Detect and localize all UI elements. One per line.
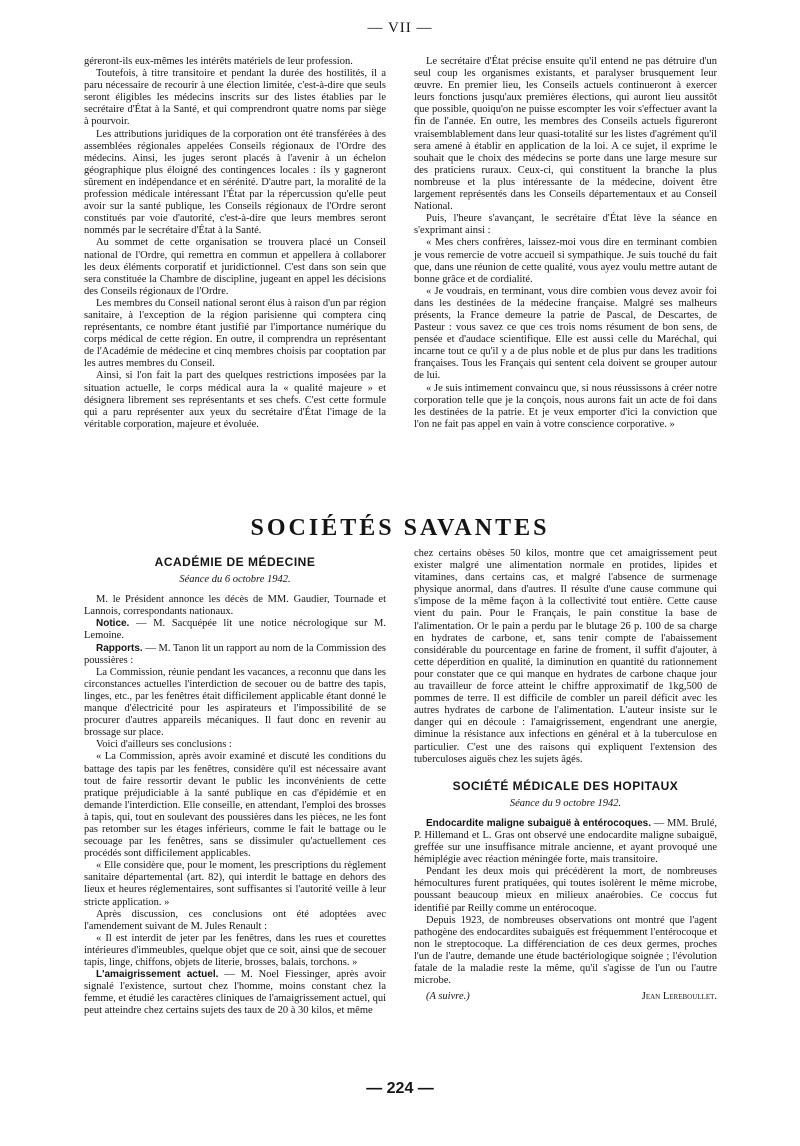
smh-seance-date: Séance du 9 octobre 1942. — [509, 797, 622, 809]
academie-title: ACADÉMIE DE MÉDECINE — [154, 555, 316, 569]
notice-label: Notice. — [96, 618, 130, 630]
paragraph: géreront-ils eux-mêmes les intérêts matériels de leur profession. — [84, 56, 353, 67]
rapports-paragraph — [84, 643, 386, 667]
section-title: SOCIÉTÉS SAVANTES — [250, 515, 550, 541]
endocardite-text: — MM. Brulé, P. Hillemand et L. Gras ont observé une endocardite maligne subaiguë, greffée sur une insuffisance mitrale ancienne, et ayant provoqué une hémiplégie avec réaction méningée forte, mais transitoire. — [414, 817, 717, 866]
rapports-text: — M. Tanon lit un rapport au nom de la Commission des poussières : — [84, 642, 386, 666]
quote-paragraph: « Il est interdit de jeter par les fenêtres, dans les rues et courettes intérieures d'immeubles, quelque objet que ce soit, ainsi que de secouer tapis, linge, chiffons, objets de literie, brosses, balais, torchons. » — [84, 932, 386, 968]
endocardite-paragraph — [414, 818, 717, 866]
paragraph: La Commission, réunie pendant les vacances, a reconnu que dans les circonstances actuelles l'interdiction de secouer ou de battre des tapis, linges, etc., par les fenêtres était difficilement applicable étant donné le manque d'électricité pour les aspirateurs et l'impossibilité de se procurer d'autres appareils mécaniques. Il faut donc en revenir au brossage sur place. — [84, 666, 386, 739]
paragraph: Pendant les deux mois qui précédèrent la mort, de nombreuses hémocultures furent pratiquées, qui toutes isolèrent le même microbe, poussant beaucoup mieux en milieux anaérobies. Ce coccus fut identifié par Reilly comme un entérocoque. — [414, 866, 717, 914]
amaigrissement-text: — M. Noel Fiessinger, après avoir signalé l'existence, surtout chez l'homme, moins constant chez la femme, et étudié les caractères cliniques de l'amaigrissement actuel, qui peut atteindre chez certains sujets des taux de 20 à 30 kilos, et même — [84, 969, 386, 1017]
paragraph: Au sommet de cette organisation se trouvera placé un Conseil national de l'Ordre, qui remettra en commun et appellera à collaborer les deux éléments corporatif et juridictionnel. C'est dans son sein que sera constituée la Chambre de discipline, jugeant en appel les décisions des Conseils régionaux de l'Ordre. — [84, 237, 386, 297]
signature-line — [414, 991, 717, 1003]
column-top-right — [414, 56, 717, 431]
a-suivre: (A suivre.) — [426, 991, 470, 1003]
column-top-left — [84, 56, 386, 431]
amaigrissement-label: L'amaigrissement actuel. — [96, 969, 219, 981]
paragraph: Le secrétaire d'État précise ensuite qu'il entend ne pas détruire d'un seul coup les organismes existants, et paralyser brusquement leur œuvre. En premier lieu, les Conseils actuels continueront à exercer leurs fonctions jusqu'aux premières élections, qui auront lieu aussitôt que possible, quoiqu'on ne puisse escompter les voir s'effectuer avant la fin de l'année. En outre, les membres des Conseils actuels figureront vraisemblablement dans leur quasi-totalité sur les listes d'agrément qu'il sera amené à établir en application de la loi. A ce sujet, il exprime le souhait que le choix des médecins se porte dans une large mesure sur des praticiens ruraux. Ceux-ci, qui constituent la branche la plus nombreuse et la plus intéressante de la médecine, doivent être largement représentés dans les Conseils départementaux et au Conseil National. — [414, 56, 717, 213]
quote-paragraph: « Je voudrais, en terminant, vous dire combien vous devez avoir foi dans les destinées de la médecine française. Malgré ses malheurs présents, la France demeure la patrie de Pascal, de Descartes, de Pasteur : vous savez ce que ces trois noms résument de bon sens, de pensée et d'audace scientifique. Elle est aussi celle du Maréchal, qui incarne tout ce qu'il y a de plus noble et de plus pur dans les traditions françaises. Tous les Français qui sentent cela doivent se grouper autour de lui. — [414, 285, 717, 382]
rapports-label: Rapports. — [96, 642, 143, 654]
paragraph: Toutefois, à titre transitoire et pendant la durée des hostilités, il a paru nécessaire de recourir à une élection limitée, c'est-à-dire que seuls seront éligibles les médecins inscrits sur des listes établies par le secrétaire d'État à la Santé, et qui comprendront quatre noms par siège à pourvoir. — [84, 68, 386, 128]
quote-paragraph: « Mes chers confrères, laissez-moi vous dire en terminant combien je vous remercie de votre accueil si sympathique. Je suis touché du fait que, dans une réunion de cette qualité, vous ayez voulu mettre autant de bonne grâce et de cordialité. — [414, 237, 717, 285]
column-right-lower — [414, 548, 717, 1003]
paragraph: Puis, l'heure s'avançant, le secrétaire d'État lève la séance en s'exprimant ainsi : — [414, 213, 717, 237]
paragraph: Voici d'ailleurs ses conclusions : — [96, 739, 232, 751]
smh-title: SOCIÉTÉ MÉDICALE DES HOPITAUX — [452, 778, 679, 793]
notice-text: — M. Sacquépée lit une notice nécrologique sur M. Lemoine. — [84, 618, 386, 642]
page-header-roman: — VII — — [367, 20, 433, 36]
amaigrissement-paragraph — [84, 969, 386, 1017]
paragraph: M. le Président annonce les décès de MM. Gaudier, Tournade et Lannois, correspondants nationaux. — [84, 594, 386, 618]
author-signature: Jean Lereboullet. — [641, 991, 717, 1003]
column-academie — [84, 556, 386, 1017]
academie-seance-date: Séance du 6 octobre 1942. — [179, 574, 291, 586]
paragraph: chez certains obèses 50 kilos, montre que cet amaigrissement peut exister malgré une alimentation normale en protides, lipides et vitamines, dans certains cas, et malgré l'absence de surmenage physique anormal, dans d'autres. Il résulte d'une cause commune qui s'impose de la même façon à la collectivité tout entière. Cette cause vient du pain. Pour le Français, le pain constitue la base de l'alimentation. Or le pain a perdu par le blutage 26 p. 100 de sa charge en hydrates de carbone, et, sans tenir compte de l'abaissement considérable du pourcentage en farine de froment, il suffit d'ajouter, à cette déperdition en qualité, la diminution en quantité du rationnement pour constater que ce qui manque en hydrates de carbone chaque jour au travailleur de force atteint le chiffre approximatif de 1kg,500 de pommes de terre. Il est difficile de combler un pareil déficit avec les autres hydrates de carbone de l'alimentation. L'auteur insiste sur le danger qui en découle : l'amaigrissement, engendrant une anergie, diminue la résistance aux infections en général et à la tuberculose en particulier. C'est une des raisons qui expliquent l'extension des tuberculoses aiguës chez les sujets âgés. — [414, 548, 717, 765]
page-number: — 224 — — [366, 1080, 434, 1097]
paragraph: Les attributions juridiques de la corporation ont été transférées à des assemblées régionales appelées Conseils régionaux de l'Ordre des médecins. Ainsi, les juges seront placés à l'avenir à un échelon géographique plus éloigné des contingences locales : ils y gagneront sûrement en indépendance et en sérénité. D'autre part, la moralité de la profession médicale intéressant l'État par la répercussion qu'elle peut avoir sur la santé publique, les Conseils régionaux de l'Ordre seront constitués par voie d'autorité, c'est-à-dire que leurs membres seront nommés par le secrétaire d'État à la Santé. — [84, 128, 386, 237]
paragraph: Depuis 1923, de nombreuses observations ont montré que l'agent pathogène des endocardites subaiguës est fréquemment l'entérocoque et non le streptocoque. La différenciation de ces deux germes, proches l'un de l'autre, demande une étude bactériologique soignée ; l'évolution fatale de la maladie reste la même, qu'il s'agisse de l'un ou l'autre microbe. — [414, 914, 717, 987]
quote-paragraph: « Elle considère que, pour le moment, les prescriptions du règlement sanitaire départemental (art. 82), qui interdit le battage en dehors des lieux et heures réglementaires, sont suffisantes si l'autorité veille à leur stricte application. » — [84, 860, 386, 908]
paragraph: Après discussion, ces conclusions ont été adoptées avec l'amendement suivant de M. Jules Renault : — [84, 908, 386, 932]
paragraph: Les membres du Conseil national seront élus à raison d'un par région sanitaire, à l'exception de la région parisienne qui comptera cinq représentants, ce nombre étant justifié par l'importance numérique du corps médical de cette région. En outre, il comprendra un représentant de l'Académie de médecine et cinq membres choisis par cooptation par les autres membres du Conseil. — [84, 297, 386, 370]
quote-paragraph: « Je suis intimement convaincu que, si nous réussissons à créer notre corporation telle que je la conçois, nous aurons fait un acte de foi dans les destinées de la patrie. Et je veux emporter d'ici la conviction que l'on ne fait pas appel en vain à votre conscience corporative. » — [414, 382, 717, 430]
notice-paragraph — [84, 618, 386, 642]
endocardite-label: Endocardite maligne subaiguë à entérocoques. — [426, 817, 651, 829]
paragraph: Ainsi, si l'on fait la part des quelques restrictions imposées par la situation actuelle, le corps médical aura la « qualité majeure » et désignera librement ses représentants et ses chefs. C'est cette formule qui a paru représenter aux yeux du secrétaire d'État l'image de la véritable corporation, majeure et évoluée. — [84, 370, 386, 430]
quote-paragraph: « La Commission, après avoir examiné et discuté les conditions du battage des tapis par les fenêtres, considère qu'il est nécessaire avant tout de faire ressortir devant le public les inconvénients de cette pratique préjudiciable à la santé publique en cas d'épidémie et en demande l'interdiction. Elle conseille, en attendant, l'emploi des brosses à tapis, qui, tout en soulevant des poussières dans les pièces, ne les font pas retomber sur les étages inférieurs, comme le fait le battage ou le secouage par les fenêtres, sans se dissimuler qu'actuellement ces procédés sont difficilement applicables. — [84, 751, 386, 860]
